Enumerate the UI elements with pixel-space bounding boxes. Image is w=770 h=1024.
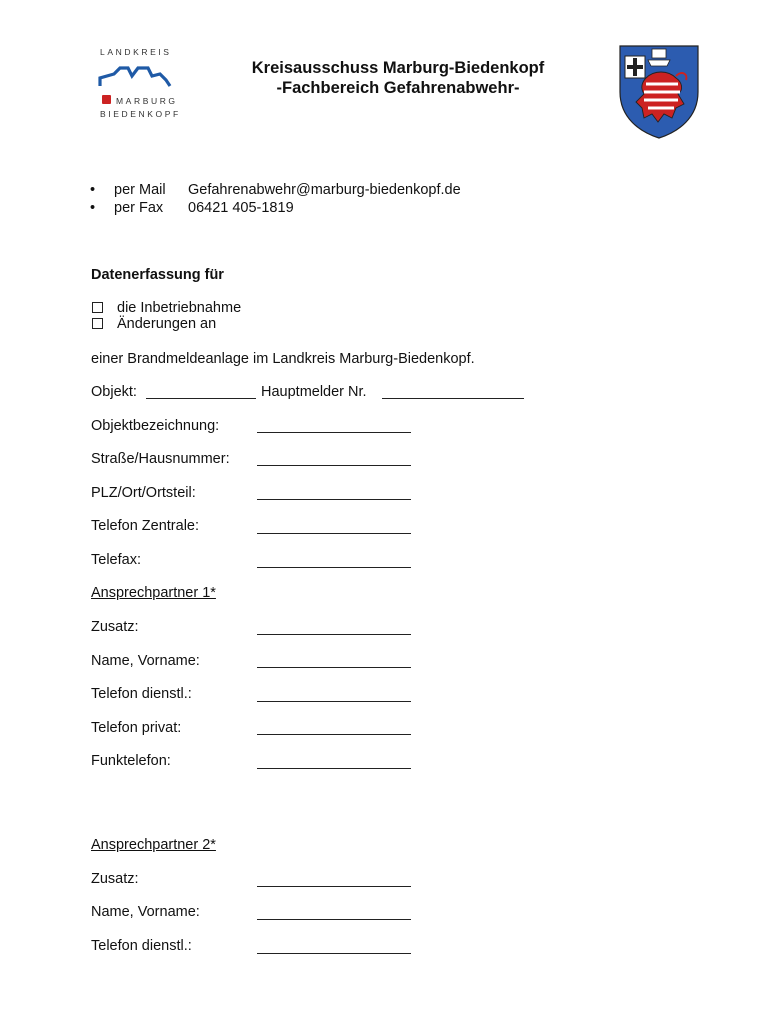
c2-tel-dienst-input-line[interactable] [257,953,411,954]
aenderungen-label: Änderungen an [117,316,217,332]
plz-label: PLZ/Ort/Ortsteil: [91,485,196,501]
objekt-label: Objekt: [91,384,137,400]
c1-tel-privat-input-line[interactable] [257,734,411,735]
strasse-input-line[interactable] [257,465,411,466]
telefax-input-line[interactable] [257,567,411,568]
c1-tel-dienst-input-line[interactable] [257,701,411,702]
c2-zusatz-input-line[interactable] [257,886,411,887]
telefon-zentrale-label: Telefon Zentrale: [91,518,200,534]
section-heading: Datenerfassung für [91,267,224,283]
objektbezeichnung-input-line[interactable] [257,432,411,433]
c1-zusatz-label: Zusatz: [91,619,139,635]
c1-zusatz-input-line[interactable] [257,634,411,635]
intro-sentence: einer Brandmeldeanlage im Landkreis Marburg-Biedenkopf. [91,351,475,367]
mail-address-link[interactable]: Gefahrenabwehr@marburg-biedenkopf.de [188,182,461,198]
ansprechpartner1-heading: Ansprechpartner 1* [91,585,216,601]
bullet-icon: • [90,200,96,216]
page-title [218,59,578,99]
hauptmelder-label: Hauptmelder Nr. [261,384,367,400]
objekt-input-line[interactable] [146,398,256,399]
c1-name-label: Name, Vorname: [91,653,200,669]
mail-label: per Mail [114,182,166,198]
bullet-icon: • [90,182,96,198]
logo-red-mark-icon [102,95,111,104]
inbetriebnahme-label: die Inbetriebnahme [117,300,242,316]
fax-label: per Fax [114,200,164,216]
logo-mid-text: MARBURG [116,96,178,106]
logo-top-text: LANDKREIS [100,47,172,57]
inbetriebnahme-checkbox[interactable] [92,302,103,313]
c1-funk-input-line[interactable] [257,768,411,769]
telefax-label: Telefax: [91,552,141,568]
c2-name-input-line[interactable] [257,919,411,920]
c1-tel-dienst-label: Telefon dienstl.: [91,686,192,702]
hauptmelder-input-line[interactable] [382,398,524,399]
c2-name-label: Name, Vorname: [91,904,200,920]
logo-mountain-icon [98,60,178,90]
coat-of-arms-icon [618,44,700,140]
aenderungen-checkbox[interactable] [92,318,103,329]
c2-tel-dienst-label: Telefon dienstl.: [91,938,192,954]
ansprechpartner2-heading: Ansprechpartner 2* [91,837,216,853]
c1-funk-label: Funktelefon: [91,753,171,769]
plz-input-line[interactable] [257,499,411,500]
fax-number: 06421 405-1819 [188,200,294,216]
title-line-2: -Fachbereich Gefahrenabwehr- [276,78,520,97]
logo-bottom-text: BIEDENKOPF [100,109,181,119]
strasse-label: Straße/Hausnummer: [91,451,230,467]
c2-zusatz-label: Zusatz: [91,871,139,887]
title-line-1: Kreisausschuss Marburg-Biedenkopf [251,59,545,77]
objektbezeichnung-label: Objektbezeichnung: [91,418,220,434]
c1-tel-privat-label: Telefon privat: [91,720,182,736]
telefon-zentrale-input-line[interactable] [257,533,411,534]
c1-name-input-line[interactable] [257,667,411,668]
